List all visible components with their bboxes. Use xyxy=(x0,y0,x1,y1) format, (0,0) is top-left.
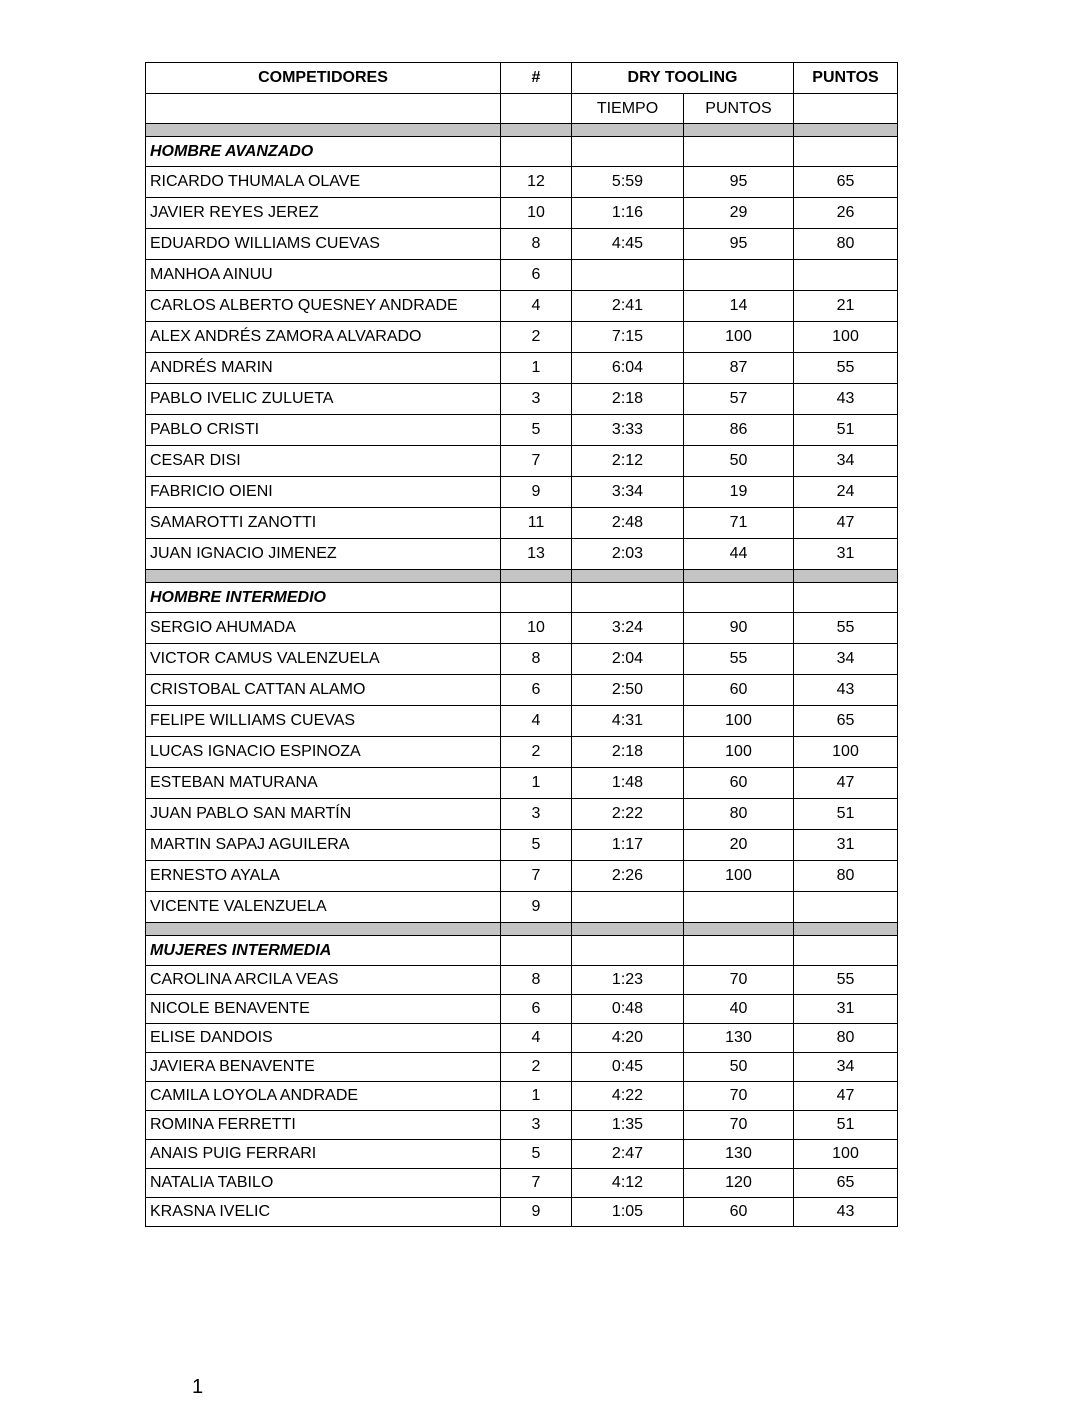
competitor-number: 11 xyxy=(501,508,572,539)
competitors-header: COMPETIDORES xyxy=(146,63,501,94)
table-row xyxy=(146,799,898,830)
dry-tooling-time: 6:04 xyxy=(572,353,684,384)
competitor-number: 4 xyxy=(501,1024,572,1053)
competitor-name: VICENTE VALENZUELA xyxy=(146,892,501,923)
dry-tooling-points: 40 xyxy=(684,995,794,1024)
table-row xyxy=(146,229,898,260)
dry-tooling-time: 2:04 xyxy=(572,644,684,675)
section-title-row-hombre-intermedio xyxy=(146,583,898,613)
table-row xyxy=(146,291,898,322)
separator-cell xyxy=(572,124,684,137)
competitor-name: VICTOR CAMUS VALENZUELA xyxy=(146,644,501,675)
total-points: 47 xyxy=(794,508,898,539)
table-row xyxy=(146,768,898,799)
table-row xyxy=(146,539,898,570)
total-points: 43 xyxy=(794,1198,898,1227)
dry-tooling-points: 50 xyxy=(684,1053,794,1082)
competitor-name: SERGIO AHUMADA xyxy=(146,613,501,644)
section-empty-cell xyxy=(684,583,794,613)
total-points: 100 xyxy=(794,737,898,768)
competitor-name: SAMAROTTI ZANOTTI xyxy=(146,508,501,539)
total-points: 24 xyxy=(794,477,898,508)
separator-cell xyxy=(146,124,501,137)
total-points: 65 xyxy=(794,1169,898,1198)
dry-tooling-time: 2:18 xyxy=(572,737,684,768)
section-title-row-mujeres-intermedia xyxy=(146,936,898,966)
section-separator xyxy=(146,124,898,137)
number-header: # xyxy=(501,63,572,94)
competitor-number: 8 xyxy=(501,644,572,675)
competitor-name: FABRICIO OIENI xyxy=(146,477,501,508)
competitor-number: 12 xyxy=(501,167,572,198)
table-row xyxy=(146,675,898,706)
competitor-number: 5 xyxy=(501,830,572,861)
table-row xyxy=(146,508,898,539)
points-header: PUNTOS xyxy=(794,63,898,94)
separator-cell xyxy=(501,124,572,137)
table-row xyxy=(146,1198,898,1227)
section-empty-cell xyxy=(794,583,898,613)
total-points: 43 xyxy=(794,384,898,415)
competitor-name: ROMINA FERRETTI xyxy=(146,1111,501,1140)
table-row xyxy=(146,861,898,892)
total-points: 55 xyxy=(794,613,898,644)
total-points: 80 xyxy=(794,229,898,260)
table-row xyxy=(146,1111,898,1140)
dry-tooling-points: 130 xyxy=(684,1140,794,1169)
competitor-name: FELIPE WILLIAMS CUEVAS xyxy=(146,706,501,737)
table-row xyxy=(146,995,898,1024)
competitor-name: RICARDO THUMALA OLAVE xyxy=(146,167,501,198)
dry-tooling-points: 100 xyxy=(684,861,794,892)
competitor-name: NATALIA TABILO xyxy=(146,1169,501,1198)
competitor-name: LUCAS IGNACIO ESPINOZA xyxy=(146,737,501,768)
dry-tooling-time: 1:16 xyxy=(572,198,684,229)
separator-cell xyxy=(572,570,684,583)
section-separator xyxy=(146,923,898,936)
dry-tooling-points: 70 xyxy=(684,966,794,995)
dry-tooling-points: 120 xyxy=(684,1169,794,1198)
competitor-number: 10 xyxy=(501,613,572,644)
table-row xyxy=(146,1082,898,1111)
total-points xyxy=(794,892,898,923)
total-points: 65 xyxy=(794,706,898,737)
competitor-number: 2 xyxy=(501,737,572,768)
section-empty-cell xyxy=(501,583,572,613)
dry-tooling-points: 87 xyxy=(684,353,794,384)
competitor-number: 7 xyxy=(501,861,572,892)
total-points: 100 xyxy=(794,1140,898,1169)
total-points xyxy=(794,260,898,291)
section-empty-cell xyxy=(684,936,794,966)
competitor-name: JAVIERA BENAVENTE xyxy=(146,1053,501,1082)
dry-tooling-time: 4:22 xyxy=(572,1082,684,1111)
dry-tooling-time xyxy=(572,892,684,923)
results-table xyxy=(145,62,898,1227)
competitor-number: 7 xyxy=(501,446,572,477)
separator-cell xyxy=(684,923,794,936)
table-row xyxy=(146,706,898,737)
competitor-number: 5 xyxy=(501,415,572,446)
total-points: 65 xyxy=(794,167,898,198)
section-empty-cell xyxy=(572,583,684,613)
table-row xyxy=(146,1140,898,1169)
total-points: 80 xyxy=(794,1024,898,1053)
competitor-number: 1 xyxy=(501,353,572,384)
total-points: 47 xyxy=(794,768,898,799)
competitor-number: 9 xyxy=(501,892,572,923)
dry-tooling-points: 55 xyxy=(684,644,794,675)
dry-tooling-points: 100 xyxy=(684,322,794,353)
dry-tooling-points-subheader: PUNTOS xyxy=(684,94,794,124)
section-empty-cell xyxy=(572,936,684,966)
table-row xyxy=(146,644,898,675)
dry-tooling-points: 60 xyxy=(684,768,794,799)
competitor-number: 2 xyxy=(501,1053,572,1082)
subheader-row xyxy=(146,94,898,124)
separator-cell xyxy=(794,923,898,936)
competitor-name: ESTEBAN MATURANA xyxy=(146,768,501,799)
separator-cell xyxy=(146,570,501,583)
competitor-name: KRASNA IVELIC xyxy=(146,1198,501,1227)
table-row xyxy=(146,167,898,198)
dry-tooling-points: 14 xyxy=(684,291,794,322)
table-row xyxy=(146,830,898,861)
dry-tooling-points: 90 xyxy=(684,613,794,644)
separator-cell xyxy=(501,923,572,936)
separator-cell xyxy=(572,923,684,936)
section-title: MUJERES INTERMEDIA xyxy=(146,936,501,966)
dry-tooling-time: 2:26 xyxy=(572,861,684,892)
dry-tooling-time: 2:50 xyxy=(572,675,684,706)
separator-cell xyxy=(684,570,794,583)
competitor-name: ERNESTO AYALA xyxy=(146,861,501,892)
table-row xyxy=(146,415,898,446)
dry-tooling-time: 1:17 xyxy=(572,830,684,861)
competitor-name: CRISTOBAL CATTAN ALAMO xyxy=(146,675,501,706)
table-row xyxy=(146,322,898,353)
competitor-number: 1 xyxy=(501,768,572,799)
table-row xyxy=(146,966,898,995)
dry-tooling-points: 80 xyxy=(684,799,794,830)
competitor-name: CAROLINA ARCILA VEAS xyxy=(146,966,501,995)
total-points: 55 xyxy=(794,966,898,995)
table-row xyxy=(146,1053,898,1082)
dry-tooling-points: 100 xyxy=(684,737,794,768)
section-empty-cell xyxy=(501,936,572,966)
total-points: 43 xyxy=(794,675,898,706)
dry-tooling-time: 2:22 xyxy=(572,799,684,830)
dry-tooling-points: 95 xyxy=(684,229,794,260)
dry-tooling-points: 60 xyxy=(684,1198,794,1227)
total-points: 34 xyxy=(794,644,898,675)
separator-cell xyxy=(794,570,898,583)
dry-tooling-points: 100 xyxy=(684,706,794,737)
competitor-number: 13 xyxy=(501,539,572,570)
competitor-name: CAMILA LOYOLA ANDRADE xyxy=(146,1082,501,1111)
separator-cell xyxy=(146,923,501,936)
dry-tooling-time: 3:33 xyxy=(572,415,684,446)
header-row xyxy=(146,63,898,94)
dry-tooling-time: 1:48 xyxy=(572,768,684,799)
separator-cell xyxy=(794,124,898,137)
section-title: HOMBRE INTERMEDIO xyxy=(146,583,501,613)
competitor-number: 9 xyxy=(501,1198,572,1227)
total-points: 55 xyxy=(794,353,898,384)
total-points: 34 xyxy=(794,446,898,477)
total-points: 80 xyxy=(794,861,898,892)
dry-tooling-points: 50 xyxy=(684,446,794,477)
competitor-name: MANHOA AINUU xyxy=(146,260,501,291)
table-row xyxy=(146,892,898,923)
table-row xyxy=(146,613,898,644)
page-number: 1 xyxy=(192,1376,204,1398)
competitor-number: 6 xyxy=(501,675,572,706)
dry-tooling-points: 20 xyxy=(684,830,794,861)
section-title: HOMBRE AVANZADO xyxy=(146,137,501,167)
competitor-name: ANAIS PUIG FERRARI xyxy=(146,1140,501,1169)
dry-tooling-points: 29 xyxy=(684,198,794,229)
dry-tooling-time: 4:45 xyxy=(572,229,684,260)
total-points: 26 xyxy=(794,198,898,229)
table-row xyxy=(146,384,898,415)
dry-tooling-points: 44 xyxy=(684,539,794,570)
subheader-empty-cell xyxy=(501,94,572,124)
dry-tooling-time: 2:18 xyxy=(572,384,684,415)
total-points: 31 xyxy=(794,539,898,570)
competitor-name: JAVIER REYES JEREZ xyxy=(146,198,501,229)
competitor-name: JUAN PABLO SAN MARTÍN xyxy=(146,799,501,830)
total-points: 47 xyxy=(794,1082,898,1111)
subheader-empty-cell xyxy=(146,94,501,124)
dry-tooling-time: 0:48 xyxy=(572,995,684,1024)
dry-tooling-points: 19 xyxy=(684,477,794,508)
competitor-number: 4 xyxy=(501,706,572,737)
table-row xyxy=(146,1024,898,1053)
dry-tooling-time: 3:24 xyxy=(572,613,684,644)
dry-tooling-header: DRY TOOLING xyxy=(572,63,794,94)
total-points: 51 xyxy=(794,1111,898,1140)
total-points: 31 xyxy=(794,830,898,861)
dry-tooling-points: 71 xyxy=(684,508,794,539)
table-row xyxy=(146,1169,898,1198)
dry-tooling-time: 4:20 xyxy=(572,1024,684,1053)
section-separator xyxy=(146,570,898,583)
dry-tooling-points: 60 xyxy=(684,675,794,706)
total-points: 100 xyxy=(794,322,898,353)
competitor-number: 3 xyxy=(501,384,572,415)
total-points: 51 xyxy=(794,799,898,830)
competitor-number: 4 xyxy=(501,291,572,322)
dry-tooling-time: 2:41 xyxy=(572,291,684,322)
subheader-empty-cell xyxy=(794,94,898,124)
dry-tooling-time: 2:03 xyxy=(572,539,684,570)
table-row xyxy=(146,446,898,477)
competitor-number: 9 xyxy=(501,477,572,508)
section-title-row-hombre-avanzado xyxy=(146,137,898,167)
competitor-number: 3 xyxy=(501,799,572,830)
total-points: 34 xyxy=(794,1053,898,1082)
competitor-name: PABLO IVELIC ZULUETA xyxy=(146,384,501,415)
table-row xyxy=(146,737,898,768)
competitor-number: 8 xyxy=(501,966,572,995)
competitor-number: 6 xyxy=(501,260,572,291)
dry-tooling-points: 70 xyxy=(684,1082,794,1111)
competitor-name: ANDRÉS MARIN xyxy=(146,353,501,384)
total-points: 21 xyxy=(794,291,898,322)
dry-tooling-time: 1:35 xyxy=(572,1111,684,1140)
competitor-number: 10 xyxy=(501,198,572,229)
competitor-number: 8 xyxy=(501,229,572,260)
separator-cell xyxy=(684,124,794,137)
dry-tooling-time: 7:15 xyxy=(572,322,684,353)
competitor-name: MARTIN SAPAJ AGUILERA xyxy=(146,830,501,861)
competitor-number: 1 xyxy=(501,1082,572,1111)
dry-tooling-time: 4:12 xyxy=(572,1169,684,1198)
section-empty-cell xyxy=(684,137,794,167)
dry-tooling-points: 86 xyxy=(684,415,794,446)
table-row xyxy=(146,353,898,384)
competitor-number: 2 xyxy=(501,322,572,353)
dry-tooling-time: 2:12 xyxy=(572,446,684,477)
dry-tooling-time: 1:05 xyxy=(572,1198,684,1227)
dry-tooling-time: 2:47 xyxy=(572,1140,684,1169)
competitor-name: CARLOS ALBERTO QUESNEY ANDRADE xyxy=(146,291,501,322)
competitor-number: 5 xyxy=(501,1140,572,1169)
dry-tooling-time: 2:48 xyxy=(572,508,684,539)
time-subheader: TIEMPO xyxy=(572,94,684,124)
table-row xyxy=(146,260,898,291)
competitor-name: NICOLE BENAVENTE xyxy=(146,995,501,1024)
dry-tooling-points: 130 xyxy=(684,1024,794,1053)
section-empty-cell xyxy=(794,936,898,966)
section-empty-cell xyxy=(572,137,684,167)
competitor-number: 3 xyxy=(501,1111,572,1140)
table-row xyxy=(146,477,898,508)
competitor-number: 7 xyxy=(501,1169,572,1198)
dry-tooling-time: 3:34 xyxy=(572,477,684,508)
competitor-name: JUAN IGNACIO JIMENEZ xyxy=(146,539,501,570)
section-empty-cell xyxy=(501,137,572,167)
dry-tooling-points: 57 xyxy=(684,384,794,415)
dry-tooling-time xyxy=(572,260,684,291)
competitor-name: CESAR DISI xyxy=(146,446,501,477)
dry-tooling-points: 70 xyxy=(684,1111,794,1140)
table-row xyxy=(146,198,898,229)
dry-tooling-time: 4:31 xyxy=(572,706,684,737)
dry-tooling-points: 95 xyxy=(684,167,794,198)
competitor-name: EDUARDO WILLIAMS CUEVAS xyxy=(146,229,501,260)
dry-tooling-time: 5:59 xyxy=(572,167,684,198)
competitor-name: PABLO CRISTI xyxy=(146,415,501,446)
separator-cell xyxy=(501,570,572,583)
competitor-number: 6 xyxy=(501,995,572,1024)
section-empty-cell xyxy=(794,137,898,167)
competitor-name: ELISE DANDOIS xyxy=(146,1024,501,1053)
total-points: 31 xyxy=(794,995,898,1024)
total-points: 51 xyxy=(794,415,898,446)
dry-tooling-time: 0:45 xyxy=(572,1053,684,1082)
competitor-name: ALEX ANDRÉS ZAMORA ALVARADO xyxy=(146,322,501,353)
dry-tooling-points xyxy=(684,892,794,923)
dry-tooling-points xyxy=(684,260,794,291)
dry-tooling-time: 1:23 xyxy=(572,966,684,995)
